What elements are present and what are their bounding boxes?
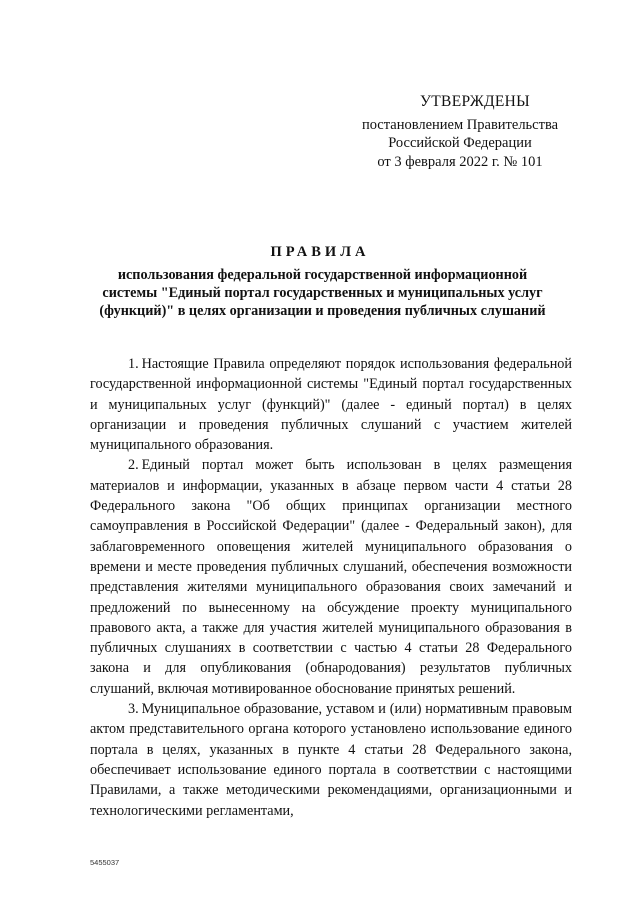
paragraph-3	[90, 699, 572, 821]
document-body	[90, 354, 572, 821]
document-code: 5455037	[90, 858, 120, 867]
paragraph-2	[90, 455, 572, 699]
paragraph-number: 2.	[128, 457, 139, 474]
paragraph-number: 3.	[128, 701, 139, 718]
paragraph-text: Муниципальное образование, уставом и (или) нормативным правовым актом представительного органа которого установлено использование единого портала в целях, указанных в пункте 4 статьи 28 Федерального закона, обеспечивает использование единого портала в соответствии с настоящими Правилами, а также методическими рекомендациями, организационными и технологическими регламентами,	[90, 701, 572, 819]
paragraph-1	[90, 354, 572, 455]
approval-heading: УТВЕРЖДЕНЫ	[420, 93, 530, 110]
approval-line-3: от 3 февраля 2022 г. № 101	[377, 153, 543, 170]
document-title: ПРАВИЛА	[270, 244, 370, 260]
approval-line-2: Российской Федерации	[388, 135, 532, 151]
approval-line-1: постановлением Правительства	[361, 116, 559, 133]
paragraph-text: Настоящие Правила определяют порядок использования федеральной государственной информационной системы "Единый портал государственных и муниципальных услуг (функций)" (далее - единый портал) в целях организации и проведения публичных слушаний с участием жителей муниципального образования.	[90, 356, 572, 454]
paragraph-text: Единый портал может быть использован в целях размещения материалов и информации, указанных в абзаце первом части 4 статьи 28 Федерального закона "Об общих принципах организации местного самоуправления в Российской Федерации" (далее - Федеральный закон), для заблаговременного оповещения жителей муниципального образования о времени и месте проведения публичных слушаний, обеспечения возможности представления жителями муниципального образования своих замечаний и предложений по вынесенному на обсуждение проекту муниципального правового акта, а также для участия жителей муниципального образования в публичных слушаниях в соответствии с частью 4 статьи 28 Федерального закона и для опубликования (обнародования) результатов публичных слушаний, включая мотивированное обоснование принятых решений.	[90, 457, 572, 697]
paragraph-number: 1.	[128, 356, 139, 372]
approval-block	[340, 93, 580, 171]
document-subtitle: использования федеральной государственной информационной системы "Единый портал государственных и муниципальных услуг (функций)" в целях организации и проведения публичных слушаний	[99, 267, 546, 319]
